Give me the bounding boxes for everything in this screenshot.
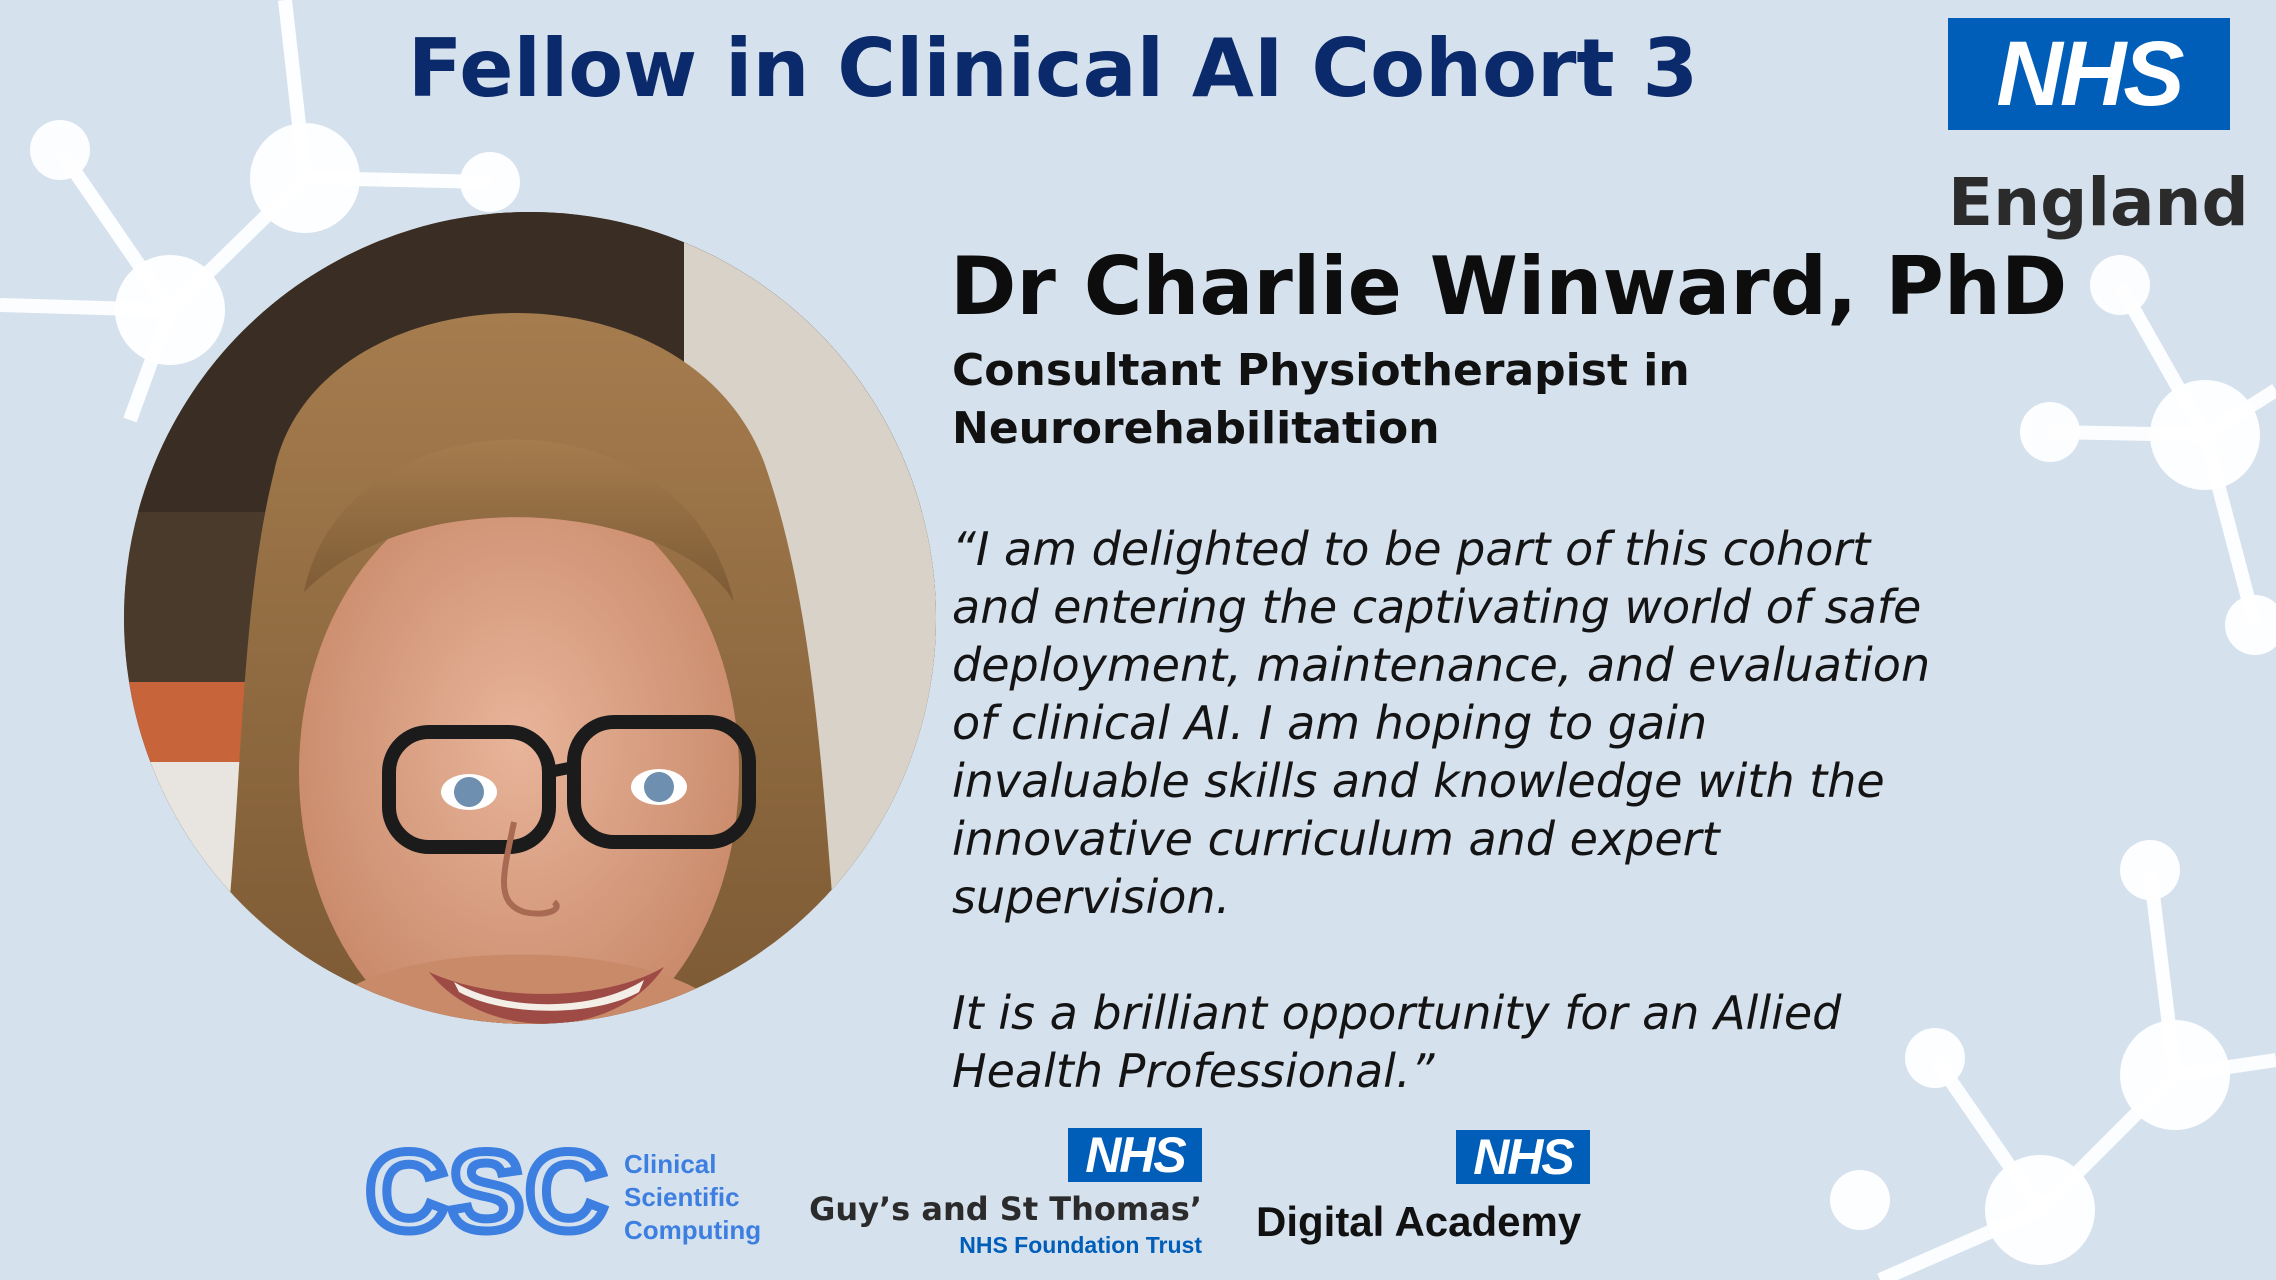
nhs-logo-box: NHS — [1948, 18, 2230, 130]
digital-academy-name: Digital Academy — [1256, 1198, 1582, 1245]
csc-name — [624, 1148, 761, 1247]
digital-academy-logo — [1256, 1130, 1596, 1246]
csc-line2: Scientific — [624, 1182, 740, 1212]
profile-quote — [952, 520, 1932, 1158]
quote-paragraph-2: It is a brilliant opportunity for an Allied Health Professional.” — [952, 986, 1842, 1098]
profile-photo — [124, 212, 936, 1024]
csc-logo-text: CSC — [366, 1138, 609, 1248]
profile-role-line1: Consultant Physiotherapist in — [952, 345, 1690, 396]
page-title — [0, 22, 2276, 115]
digital-academy-nhs-box: NHS — [1456, 1130, 1590, 1184]
quote-paragraph-1: “I am delighted to be part of this cohort and entering the captivating world of safe deployment, maintenance, and evaluation of clinical AI. I am hoping to gain invaluable skills and knowledge with the innovative curriculum and expert supervision. — [952, 522, 1931, 924]
profile-name: Dr Charlie Winward, PhD — [950, 240, 2068, 333]
nhs-england-logo — [1948, 18, 2249, 241]
profile-role — [952, 342, 1852, 458]
gstt-logo — [806, 1128, 1202, 1259]
gstt-nhs-box: NHS — [1068, 1128, 1202, 1182]
csc-line3: Computing — [624, 1215, 762, 1245]
profile-role-line2: Neurorehabilitation — [952, 403, 1440, 454]
gstt-name: Guy’s and St Thomas’ — [809, 1190, 1202, 1228]
gstt-subtitle: NHS Foundation Trust — [959, 1232, 1202, 1258]
csc-line1: Clinical — [624, 1149, 717, 1179]
nhs-region-label: England — [1948, 164, 2249, 241]
portrait-illustration — [124, 212, 936, 1024]
page-title-text: Fellow in Clinical AI Cohort 3 — [407, 22, 1699, 115]
